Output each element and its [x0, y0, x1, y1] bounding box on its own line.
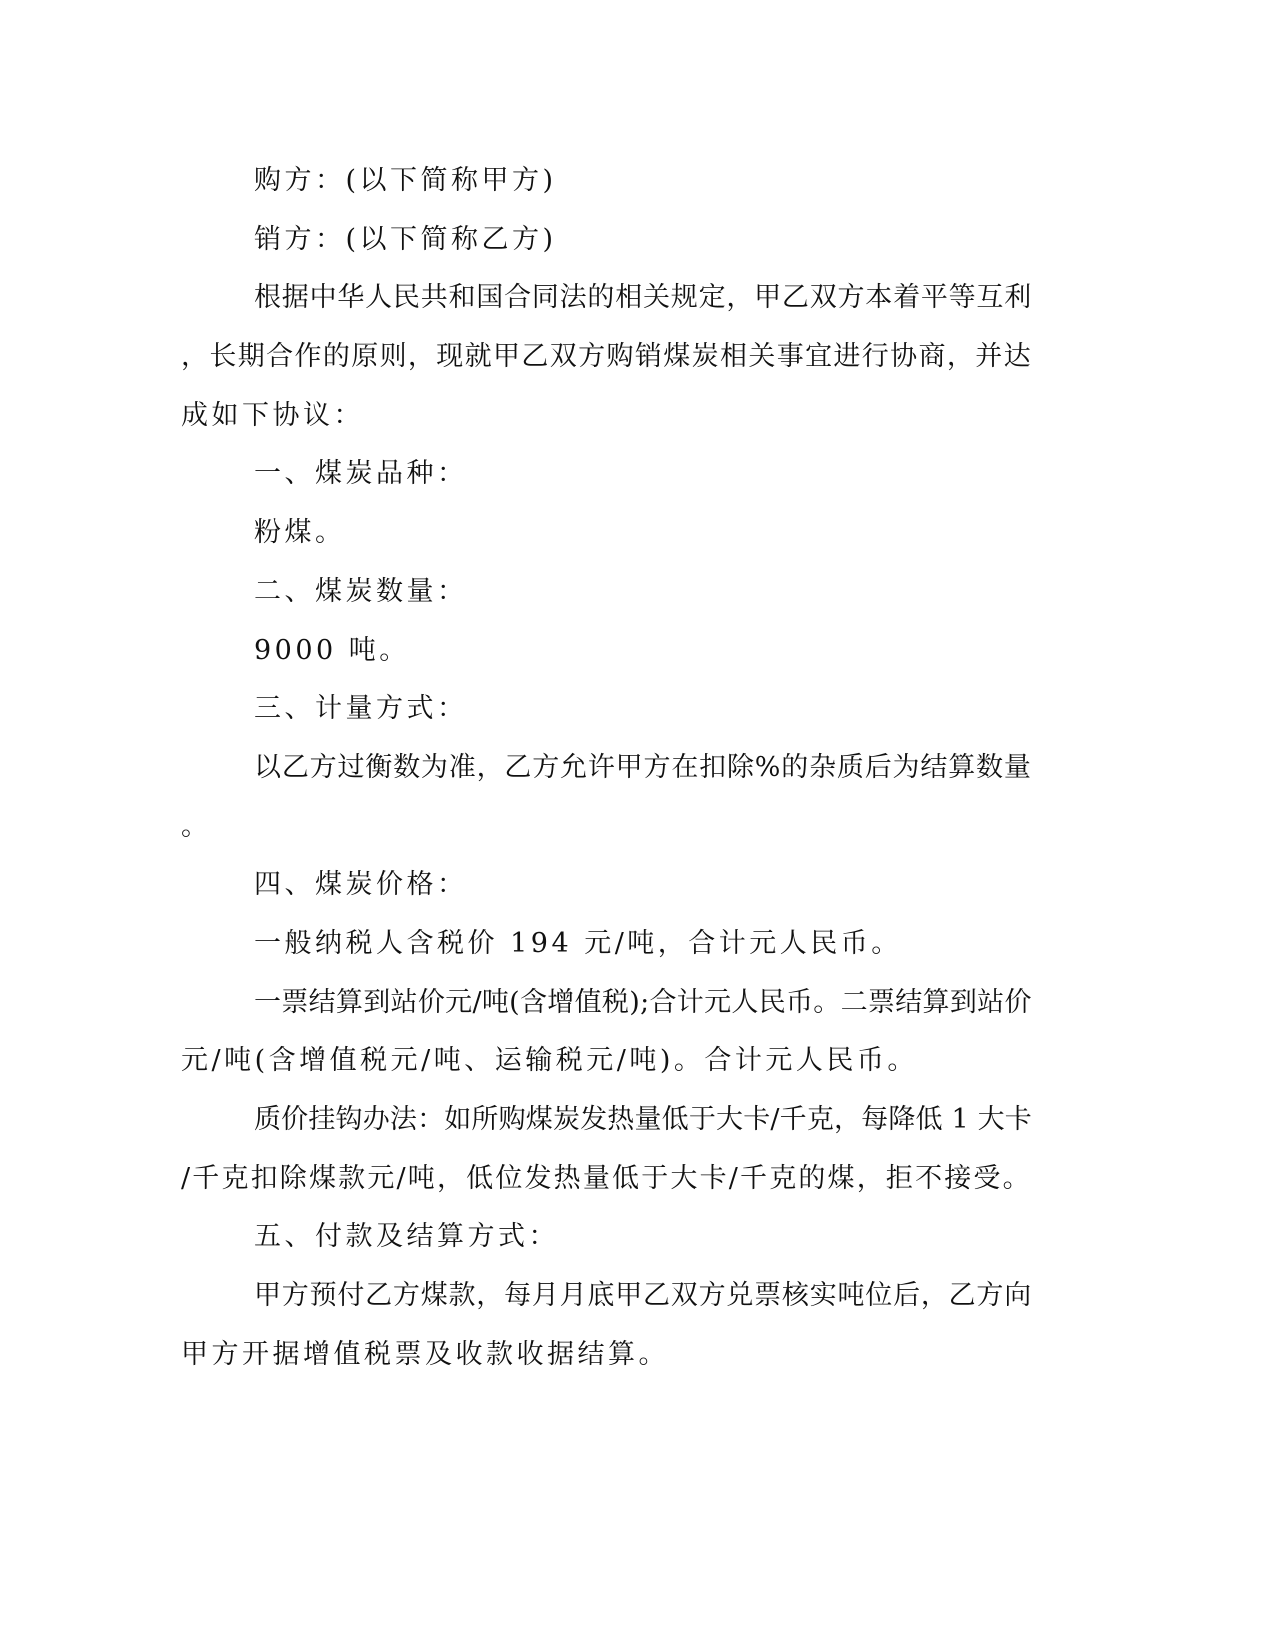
payment-line-2: 甲方开据增值税票及收款收据结算。	[181, 1339, 669, 1370]
seller-line: 销方：(以下简称乙方)	[254, 224, 557, 255]
preamble-line-1: 根据中华人民共和国合同法的相关规定，甲乙双方本着平等互利	[254, 282, 1032, 313]
buyer-line: 购方：(以下简称甲方)	[254, 165, 557, 196]
preamble-line-3: 成如下协议：	[181, 400, 364, 431]
section-heading-price: 四、煤炭价格：	[254, 869, 468, 900]
price-line-2: 一票结算到站价元/吨(含增值税);合计元人民币。二票结算到站价	[254, 987, 1032, 1018]
quality-line-2: /千克扣除煤款元/吨，低位发热量低于大卡/千克的煤，拒不接受。	[181, 1163, 1032, 1194]
coal-type-value: 粉煤。	[254, 517, 346, 548]
measurement-line-1: 以乙方过衡数为准，乙方允许甲方在扣除%的杂质后为结算数量	[254, 752, 1032, 783]
section-heading-coal-type: 一、煤炭品种：	[254, 458, 468, 489]
preamble-line-2: ，长期合作的原则，现就甲乙双方购销煤炭相关事宜进行协商，并达	[181, 341, 1032, 372]
section-heading-payment: 五、付款及结算方式：	[254, 1221, 559, 1252]
section-heading-measurement: 三、计量方式：	[254, 693, 468, 724]
price-line-3: 元/吨(含增值税元/吨、运输税元/吨)。合计元人民币。	[181, 1045, 918, 1076]
quality-line-1: 质价挂钩办法：如所购煤炭发热量低于大卡/千克，每降低 1 大卡	[254, 1104, 1032, 1135]
price-line-1: 一般纳税人含税价 194 元/吨，合计元人民币。	[254, 928, 902, 959]
measurement-line-2: 。	[181, 811, 212, 842]
section-heading-quantity: 二、煤炭数量：	[254, 576, 468, 607]
payment-line-1: 甲方预付乙方煤款，每月月底甲乙双方兑票核实吨位后，乙方向	[254, 1280, 1032, 1311]
quantity-value: 9000 吨。	[254, 635, 410, 666]
